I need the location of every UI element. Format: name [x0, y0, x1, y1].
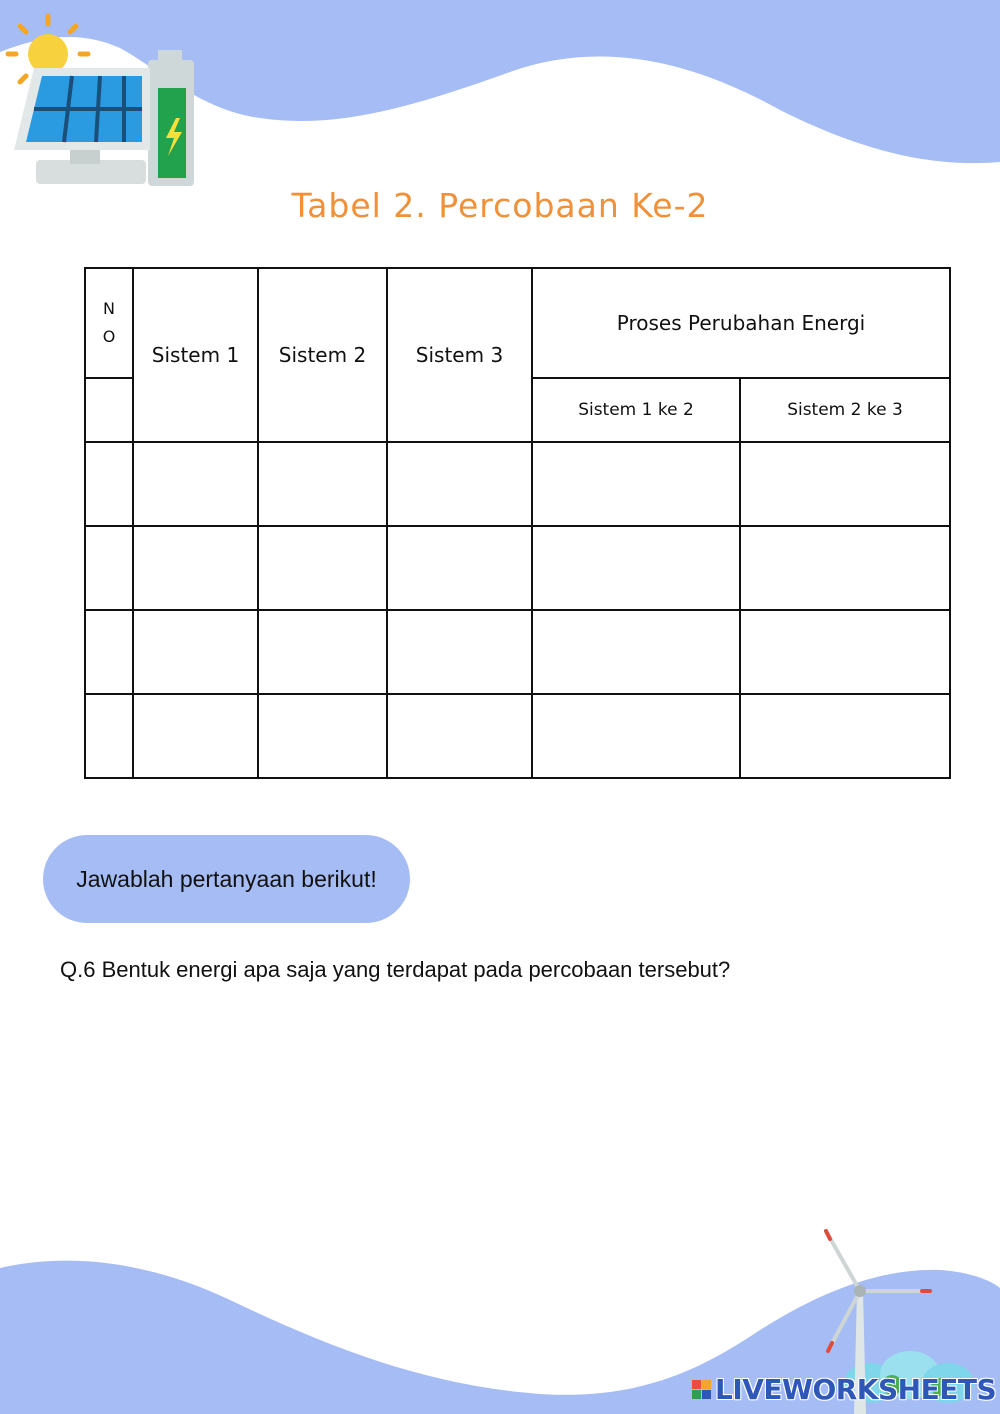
table-cell[interactable]: [85, 610, 133, 694]
subheader-no-empty: [85, 378, 133, 442]
table-row: [85, 526, 950, 610]
energy-table-container: [84, 267, 951, 779]
page-title: Tabel 2. Percobaan Ke-2: [291, 186, 709, 225]
table-cell[interactable]: [387, 526, 532, 610]
table-cell[interactable]: [85, 694, 133, 778]
energy-table: [84, 267, 951, 779]
subheader-sistem-2-ke-3: Sistem 2 ke 3: [740, 378, 950, 442]
table-row: [85, 610, 950, 694]
table-cell[interactable]: [740, 694, 950, 778]
header-sistem-2: Sistem 2: [258, 268, 387, 442]
header-sistem-3: Sistem 3: [387, 268, 532, 442]
table-row: [85, 442, 950, 526]
table-cell[interactable]: [387, 610, 532, 694]
subheader-sistem-1-ke-2: Sistem 1 ke 2: [532, 378, 740, 442]
liveworksheets-badge-icon: [692, 1380, 711, 1399]
solar-panel-icon: [14, 68, 150, 184]
table-cell[interactable]: [532, 442, 740, 526]
liveworksheets-logo: [692, 1371, 996, 1407]
table-cell[interactable]: [258, 526, 387, 610]
header-sistem-1: Sistem 1: [133, 268, 258, 442]
table-cell[interactable]: [532, 610, 740, 694]
table-header-row: [85, 268, 950, 378]
table-row: [85, 694, 950, 778]
table-cell[interactable]: [387, 694, 532, 778]
table-cell[interactable]: [85, 526, 133, 610]
table-cell[interactable]: [532, 694, 740, 778]
table-cell[interactable]: [258, 694, 387, 778]
table-cell[interactable]: [133, 610, 258, 694]
table-cell[interactable]: [258, 442, 387, 526]
header-no: [85, 268, 133, 378]
table-cell[interactable]: [532, 526, 740, 610]
table-cell[interactable]: [133, 694, 258, 778]
table-cell[interactable]: [740, 526, 950, 610]
table-cell[interactable]: [740, 442, 950, 526]
battery-icon: [148, 50, 194, 186]
table-cell[interactable]: [85, 442, 133, 526]
header-no-bottom: O: [102, 327, 116, 346]
table-cell[interactable]: [133, 526, 258, 610]
question-text: Q.6 Bentuk energi apa saja yang terdapat pada percobaan tersebut?: [60, 957, 731, 982]
header-no-top: N: [103, 299, 115, 318]
liveworksheets-wordmark: LIVEWORKSHEETS: [715, 1372, 997, 1406]
table-cell[interactable]: [740, 610, 950, 694]
instruction-pill: Jawablah pertanyaan berikut!: [43, 835, 410, 923]
table-cell[interactable]: [133, 442, 258, 526]
solar-panel-battery-illustration: [0, 10, 200, 190]
header-proses-perubahan-energi: Proses Perubahan Energi: [532, 268, 950, 378]
table-cell[interactable]: [387, 442, 532, 526]
table-cell[interactable]: [258, 610, 387, 694]
